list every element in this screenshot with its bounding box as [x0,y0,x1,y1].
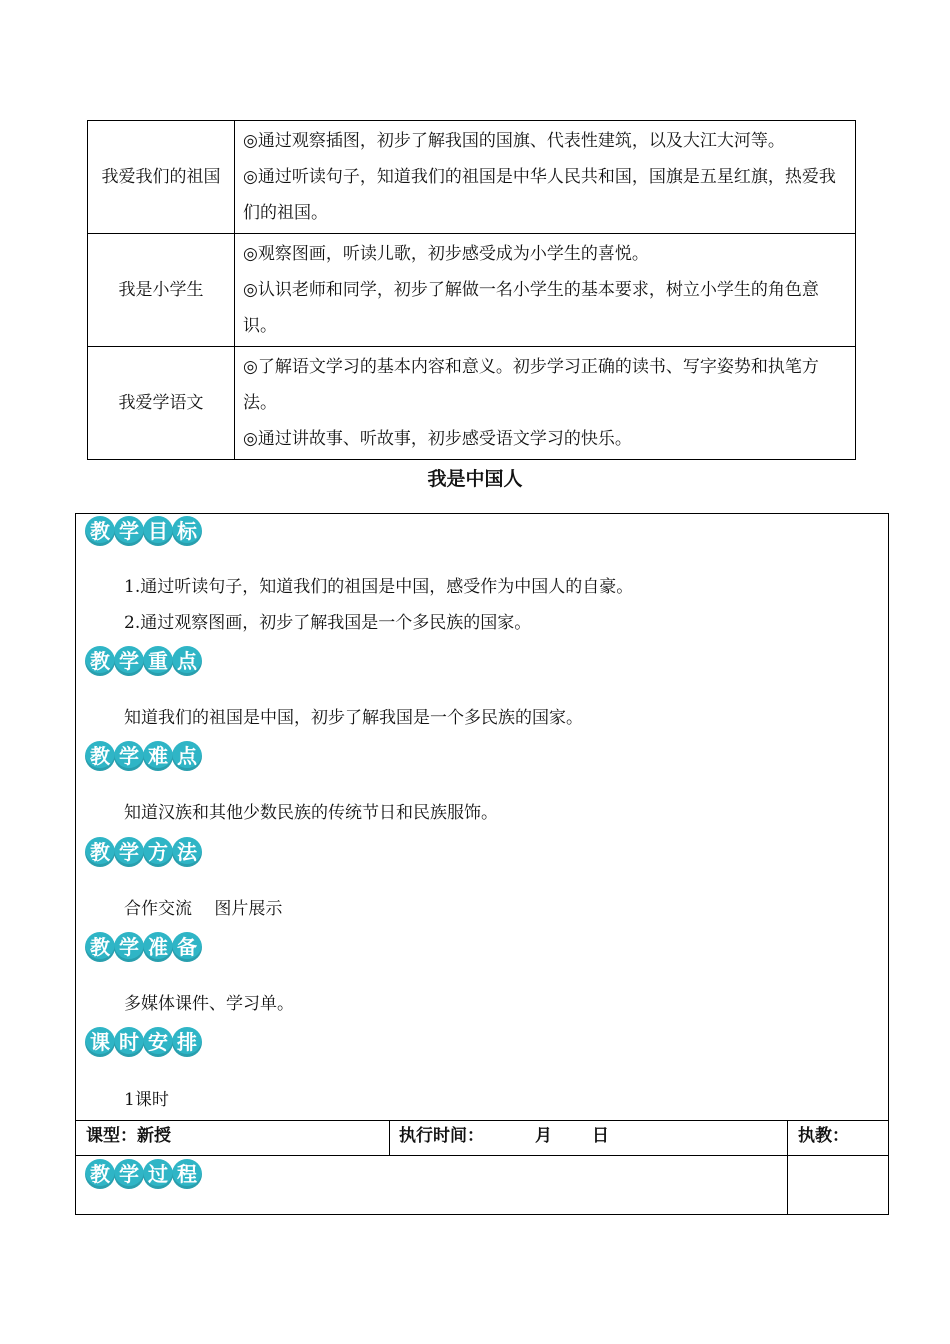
methods-text: 合作交流 图片展示 [124,899,283,919]
exec-day: 日 [592,1126,609,1146]
unit-name: 我爱我们的祖国 [88,121,235,234]
badge-char: 法 [172,837,202,867]
badge-char: 教 [85,516,115,546]
badge-char: 教 [85,932,115,962]
badge-char: 学 [114,837,144,867]
units-table [87,120,856,460]
exec-time-label: 执行时间： [399,1126,484,1146]
badge-char: 学 [114,741,144,771]
badge-objectives [85,516,201,546]
unit-name: 我爱学语文 [88,347,235,460]
badge-char: 准 [143,932,173,962]
badge-char: 点 [172,646,202,676]
table-row [88,121,856,234]
key-points-text: 知道我们的祖国是中国，初步了解我国是一个多民族的国家。 [124,708,583,728]
badge-char: 学 [114,516,144,546]
badge-char: 学 [114,1159,144,1189]
badge-char: 教 [85,741,115,771]
lesson-plan-box [75,513,889,1215]
goal-text: ◎通过听读句子，知道我们的祖国是中华人民共和国，国旗是五星红旗，热爱我们的祖国。 [243,167,836,223]
badge-process [85,1159,201,1189]
badge-key-points [85,646,201,676]
badge-char: 排 [172,1027,202,1057]
unit-name: 我是小学生 [88,234,235,347]
objective-item: 2.通过观察图画，初步了解我国是一个多民族的国家。 [124,613,532,633]
badge-char: 难 [143,741,173,771]
unit-goals [235,121,856,234]
info-row-top-border [76,1120,888,1121]
difficulties-text: 知道汉族和其他少数民族的传统节日和民族服饰。 [124,803,498,823]
info-row-divider [787,1120,788,1214]
badge-char: 点 [172,741,202,771]
badge-char: 教 [85,646,115,676]
goal-text: ◎通过讲故事、听故事，初步感受语文学习的快乐。 [243,429,632,449]
goal-text: ◎认识老师和同学，初步了解做一名小学生的基本要求，树立小学生的角色意识。 [243,280,819,336]
badge-preparation [85,932,201,962]
badge-char: 标 [172,516,202,546]
table-row [88,347,856,460]
unit-goals [235,234,856,347]
lesson-title: 我是中国人 [427,468,523,490]
badge-char: 教 [85,837,115,867]
info-row-bottom-border [76,1155,888,1156]
info-row-divider [389,1120,390,1155]
badge-char: 重 [143,646,173,676]
badge-methods [85,837,201,867]
badge-char: 安 [143,1027,173,1057]
table-row [88,234,856,347]
badge-char: 过 [143,1159,173,1189]
badge-char: 教 [85,1159,115,1189]
badge-char: 时 [114,1027,144,1057]
objective-item: 1.通过听读句子，知道我们的祖国是中国，感受作为中国人的自豪。 [124,577,634,597]
badge-char: 学 [114,932,144,962]
goal-text: ◎观察图画，听读儿歌，初步感受成为小学生的喜悦。 [243,244,649,264]
preparation-text: 多媒体课件、学习单。 [124,994,294,1014]
goal-text: ◎了解语文学习的基本内容和意义。初步学习正确的读书、写字姿势和执笔方法。 [243,357,819,413]
badge-char: 课 [85,1027,115,1057]
badge-char: 备 [172,932,202,962]
schedule-text: 1课时 [124,1090,169,1110]
badge-char: 方 [143,837,173,867]
badge-char: 学 [114,646,144,676]
badge-schedule [85,1027,201,1057]
exec-month: 月 [535,1126,552,1146]
badge-char: 目 [143,516,173,546]
badge-difficulties [85,741,201,771]
badge-char: 程 [172,1159,202,1189]
goal-text: ◎通过观察插图，初步了解我国的国旗、代表性建筑，以及大江大河等。 [243,131,785,151]
teacher-label: 执教： [798,1126,849,1146]
lesson-type: 课型：新授 [86,1126,171,1146]
unit-goals [235,347,856,460]
